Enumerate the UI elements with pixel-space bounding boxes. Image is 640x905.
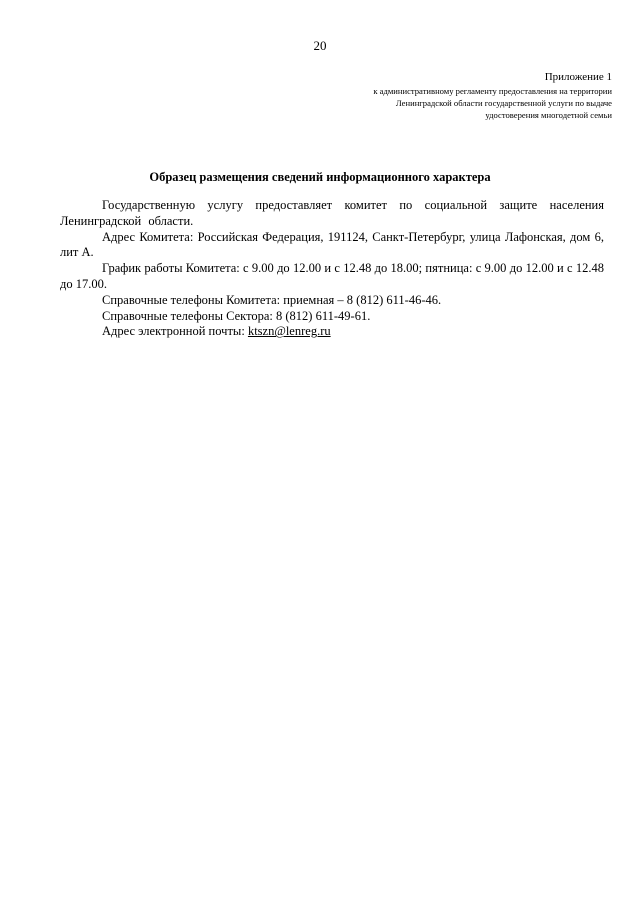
email-label: Адрес электронной почты:	[102, 324, 248, 339]
email-link[interactable]: ktszn@lenreg.ru	[247, 324, 331, 339]
appendix-line-2: Ленинградской области государственной услуги по выдаче	[395, 98, 612, 108]
appendix-line-1: к административному регламенту предоставления на территории	[373, 86, 612, 96]
appendix-line-3: удостоверения многодетной семьи	[485, 110, 612, 120]
page-number: 20	[313, 38, 327, 53]
paragraph-phone-sector: Справочные телефоны Сектора: 8 (812) 611-49-61.	[102, 308, 371, 323]
document-body	[60, 198, 604, 340]
paragraph-phone-committee: Справочные телефоны Комитета: приемная – 8 (812) 611-46-46.	[102, 292, 442, 307]
appendix-title: Приложение 1	[544, 71, 612, 83]
paragraph-email	[60, 324, 604, 340]
paragraph-service: Государственную услугу предоставляет комитет по социальной защите населения Ленинградской области.	[60, 198, 604, 228]
document-title: Образец размещения сведений информационного характера	[149, 170, 491, 184]
paragraph-schedule: График работы Комитета: с 9.00 до 12.00 и с 12.48 до 18.00; пятница: с 9.00 до 12.00 и с 12.48 до 17.00.	[60, 261, 604, 291]
paragraph-address: Адрес Комитета: Российская Федерация, 191124, Санкт-Петербург, улица Лафонская, дом 6, лит А.	[60, 229, 604, 260]
appendix-block	[292, 70, 612, 121]
